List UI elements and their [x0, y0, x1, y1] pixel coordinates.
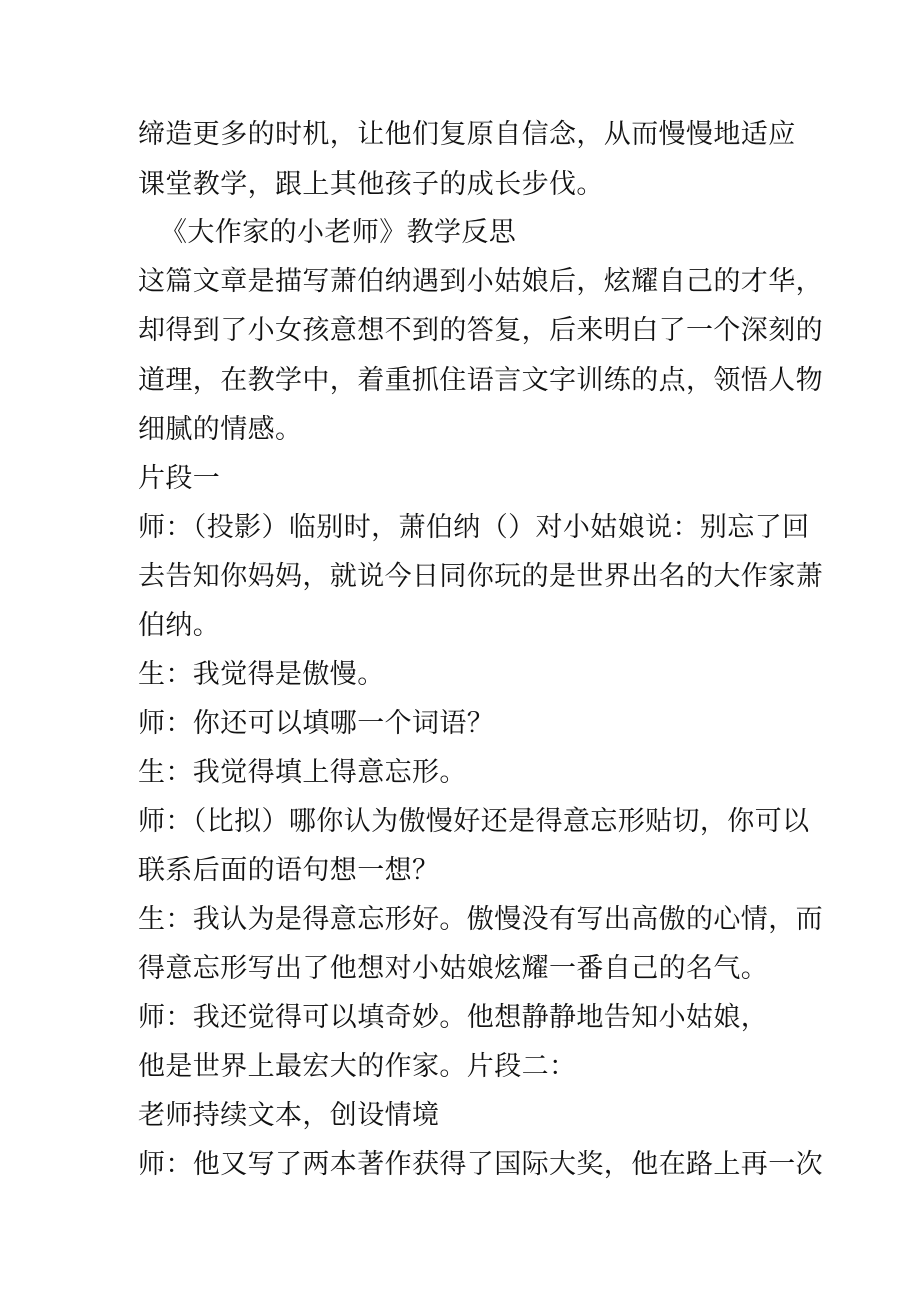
text-line-7: 细腻的情感。 — [138, 414, 303, 445]
text-line-2: 课堂教学，跟上其他孩子的成长步伐。 — [138, 169, 604, 200]
dialogue-line-8: 联系后面的语句想一想？ — [138, 855, 440, 886]
dialogue-line-10: 得意忘形写出了他想对小姑娘炫耀一番自己的名气。 — [138, 953, 769, 984]
dialogue-line-12: 他是世界上最宏大的作家。片段二： — [138, 1051, 577, 1082]
segment-heading-1: 片段一 — [138, 463, 221, 494]
dialogue-line-3: 伯纳。 — [138, 610, 221, 641]
dialogue-line-4: 生：我觉得是傲慢。 — [138, 659, 385, 690]
text-line-5: 却得到了小女孩意想不到的答复，后来明白了一个深刻的 — [138, 315, 823, 346]
dialogue-line-9: 生：我认为是得意忘形好。傲慢没有写出高傲的心情，而 — [138, 904, 823, 935]
text-line-4: 这篇文章是描写萧伯纳遇到小姑娘后，炫耀自己的才华， — [138, 266, 823, 297]
dialogue-line-2: 去告知你妈妈，就说今日同你玩的是世界出名的大作家萧 — [138, 561, 823, 592]
dialogue-line-6: 生：我觉得填上得意忘形。 — [138, 757, 467, 788]
text-line-21: 老师持续文本，创设情境 — [138, 1100, 440, 1131]
dialogue-line-5: 师：你还可以填哪一个词语？ — [138, 708, 495, 739]
text-line-6: 道理，在教学中，着重抓住语言文字训练的点，领悟人物 — [138, 365, 823, 396]
dialogue-line-13: 师：他又写了两本著作获得了国际大奖，他在路上再一次 — [138, 1149, 823, 1180]
section-title: 《大作家的小老师》教学反思 — [160, 217, 517, 248]
dialogue-line-1: 师：（投影）临别时，萧伯纳（）对小姑娘说：别忘了回 — [138, 512, 810, 543]
dialogue-line-7: 师：（比拟）哪你认为傲慢好还是得意忘形贴切，你可以 — [138, 806, 810, 837]
text-line-1: 缔造更多的时机，让他们复原自信念，从而慢慢地适应 — [138, 119, 796, 150]
dialogue-line-11: 师：我还觉得可以填奇妙。他想静静地告知小姑娘， — [138, 1002, 769, 1033]
